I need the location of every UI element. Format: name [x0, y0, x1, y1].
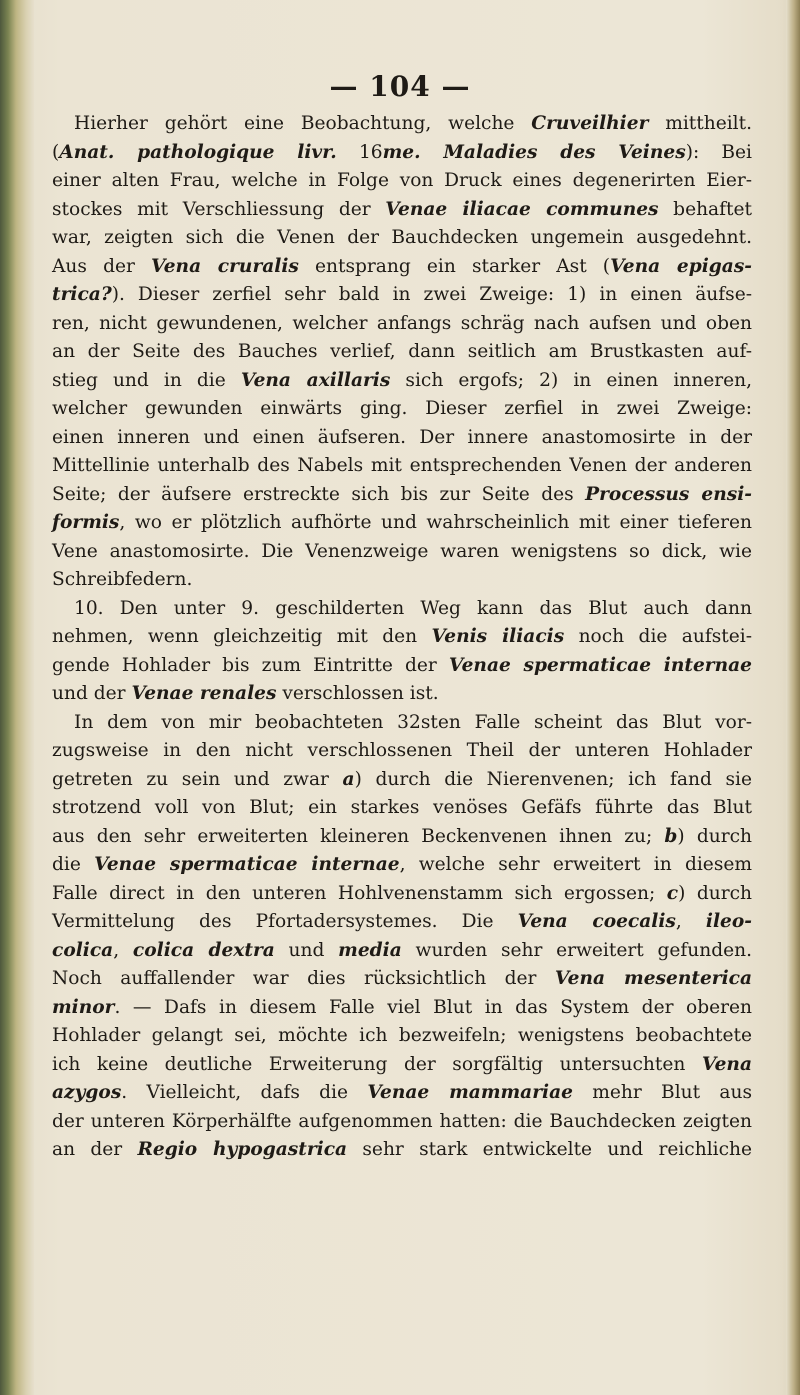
text-segment: verschlossen ist.: [276, 683, 439, 704]
text-line: [52, 424, 752, 453]
italic-term: me. Maladies des Veines: [382, 141, 686, 163]
italic-term: minor: [52, 996, 115, 1018]
text-segment: Hohlader gelangt sei, möchte ich bezweifeln; wenigstens beobachtete: [52, 1025, 752, 1046]
text-segment: ich keine deutliche Erweiterung der sorgfältig untersuchten: [52, 1053, 702, 1075]
text-segment: ). Dieser zerfiel sehr bald in zwei Zweige: 1) in einen äufse-: [111, 284, 752, 305]
text-segment: ) durch: [678, 882, 752, 904]
text-line: [52, 880, 752, 909]
text-segment: , wo er plötzlich aufhörte und wahrscheinlich mit einer tieferen: [119, 512, 752, 533]
italic-term: Venae iliacae communes: [385, 198, 659, 220]
italic-term: Venae spermaticae internae: [94, 854, 400, 875]
text-line: [52, 452, 752, 481]
text-segment: noch die aufstei-: [564, 626, 752, 647]
text-segment: Vermittelung des Pfortadersystemes. Die: [52, 911, 518, 932]
text-line: [52, 994, 752, 1023]
text-line: [52, 851, 752, 880]
italic-term: ileo-: [705, 911, 752, 932]
text-line: [52, 908, 752, 937]
body-text: [52, 110, 752, 1165]
italic-term: a: [342, 768, 355, 790]
text-line: [52, 139, 752, 168]
text-segment: Hierher gehört eine Beobachtung, welche: [74, 113, 532, 134]
text-segment: ): Bei: [685, 141, 753, 163]
text-line: [52, 595, 752, 624]
text-line: [52, 509, 752, 538]
text-line: [52, 196, 752, 225]
text-line: [52, 1051, 752, 1080]
italic-term: azygos: [52, 1082, 122, 1103]
text-segment: Falle direct in den unteren Hohlvenenstamm sich ergossen;: [52, 882, 667, 904]
text-segment: 16: [336, 141, 383, 163]
text-segment: Vene anastomosirte. Die Venenzweige waren wenigstens so dick, wie: [52, 540, 752, 562]
text-segment: Aus der: [52, 255, 151, 277]
text-segment: nehmen, wenn gleichzeitig mit den: [52, 626, 432, 647]
text-segment: (: [52, 141, 60, 163]
text-segment: In dem von mir beobachteten 32sten Falle scheint das Blut vor-: [74, 711, 752, 733]
italic-term: colica dextra: [132, 939, 275, 961]
text-segment: an der Seite des Bauches verlief, dann seitlich am Brustkasten auf-: [52, 341, 752, 362]
text-segment: die: [52, 854, 95, 875]
text-line: [52, 737, 752, 766]
text-line: [52, 937, 752, 966]
text-segment: , welche sehr erweitert in diesem: [399, 854, 752, 875]
text-segment: ) durch die Nierenvenen; ich fand sie: [354, 768, 752, 790]
italic-term: Vena mesenterica: [554, 968, 752, 989]
text-line: [52, 1108, 752, 1137]
text-segment: strotzend voll von Blut; ein starkes venöses Gefäfs führte das Blut: [52, 797, 752, 818]
text-line: [52, 965, 752, 994]
page-number: — 104 —: [329, 70, 471, 103]
text-segment: mittheilt.: [648, 113, 753, 134]
text-line: [52, 310, 752, 339]
text-segment: . — Dafs in diesem Falle viel Blut in das System der oberen: [114, 996, 752, 1018]
text-line: [52, 167, 752, 196]
text-segment: 10. Den unter 9. geschilderten Weg kann das Blut auch dann: [74, 597, 752, 619]
text-line: [52, 1022, 752, 1051]
text-segment: wurden sehr erweitert gefunden.: [401, 939, 752, 961]
text-segment: und: [274, 939, 339, 961]
text-segment: einer alten Frau, welche in Folge von Druck eines degenerirten Eier-: [52, 170, 752, 191]
text-segment: und der: [52, 683, 132, 704]
text-segment: getreten zu sein und zwar: [52, 768, 343, 790]
italic-term: Vena coecalis: [517, 911, 676, 932]
text-line: [52, 253, 752, 282]
text-line: [52, 652, 752, 681]
text-segment: ,: [113, 939, 133, 961]
italic-term: Cruveilhier: [531, 113, 649, 134]
italic-term: Venae renales: [131, 683, 277, 704]
text-line: [52, 110, 752, 139]
italic-term: Vena cruralis: [151, 255, 299, 277]
text-line: [52, 623, 752, 652]
text-segment: ren, nicht gewundenen, welcher anfangs schräg nach aufsen und oben: [52, 312, 752, 334]
italic-term: Vena: [701, 1053, 752, 1075]
text-segment: Seite; der äufsere erstreckte sich bis zur Seite des: [52, 483, 586, 505]
italic-term: trica?: [52, 284, 112, 305]
text-segment: Noch auffallender war dies rücksichtlich der: [52, 968, 555, 989]
text-line: [52, 709, 752, 738]
italic-term: Venae mammariae: [367, 1082, 573, 1103]
italic-term: Anat. pathologique livr.: [59, 141, 337, 163]
text-line: [52, 481, 752, 510]
italic-term: Venae spermaticae internae: [448, 654, 752, 676]
text-segment: aus den sehr erweiterten kleineren Beckenvenen ihnen zu;: [52, 825, 665, 847]
italic-term: Regio hypogastrica: [137, 1139, 348, 1160]
text-segment: stieg und in die: [52, 369, 241, 391]
text-line: [52, 766, 752, 795]
text-line: [52, 566, 752, 595]
text-line: [52, 395, 752, 424]
text-line: [52, 1136, 752, 1165]
italic-term: b: [664, 825, 678, 847]
text-segment: stockes mit Verschliessung der: [52, 198, 386, 220]
italic-term: Processus ensi-: [585, 483, 753, 505]
text-segment: sehr stark entwickelte und reichliche: [347, 1139, 752, 1160]
text-line: [52, 794, 752, 823]
italic-term: Vena epigas-: [610, 255, 752, 277]
text-segment: entsprang ein starker Ast (: [298, 255, 611, 277]
italic-term: media: [338, 939, 402, 961]
text-line: [52, 538, 752, 567]
text-segment: an der: [52, 1139, 138, 1160]
italic-term: Vena axillaris: [240, 369, 391, 391]
text-segment: einen inneren und einen äufseren. Der innere anastomosirte in der: [52, 426, 752, 448]
text-segment: Mittellinie unterhalb des Nabels mit entsprechenden Venen der anderen: [52, 455, 752, 476]
italic-term: formis: [52, 512, 120, 533]
italic-term: Venis iliacis: [431, 626, 565, 647]
text-segment: ) durch: [677, 825, 752, 847]
text-segment: welcher gewunden einwärts ging. Dieser zerfiel in zwei Zweige:: [52, 398, 752, 419]
text-line: [52, 367, 752, 396]
text-segment: der unteren Körperhälfte aufgenommen hatten: die Bauchdecken zeigten: [52, 1110, 752, 1132]
text-line: [52, 680, 752, 709]
text-segment: mehr Blut aus: [572, 1082, 753, 1103]
text-segment: behaftet: [658, 198, 752, 220]
page-binding-edge: [0, 0, 34, 1395]
text-segment: zugsweise in den nicht verschlossenen Theil der unteren Hohlader: [52, 740, 752, 761]
text-segment: gende Hohlader bis zum Eintritte der: [52, 654, 449, 676]
italic-term: c: [666, 882, 679, 904]
text-line: [52, 224, 752, 253]
text-line: [52, 281, 752, 310]
text-line: [52, 338, 752, 367]
text-segment: war, zeigten sich die Venen der Bauchdecken ungemein ausgedehnt.: [52, 227, 752, 248]
italic-term: colica: [52, 939, 114, 961]
page-right-edge: [786, 0, 800, 1395]
text-line: [52, 823, 752, 852]
text-segment: ,: [675, 911, 706, 932]
text-line: [52, 1079, 752, 1108]
text-segment: Schreibfedern.: [52, 569, 193, 590]
text-segment: . Vielleicht, dafs die: [121, 1082, 368, 1103]
text-segment: sich ergofs; 2) in einen inneren,: [390, 369, 752, 391]
